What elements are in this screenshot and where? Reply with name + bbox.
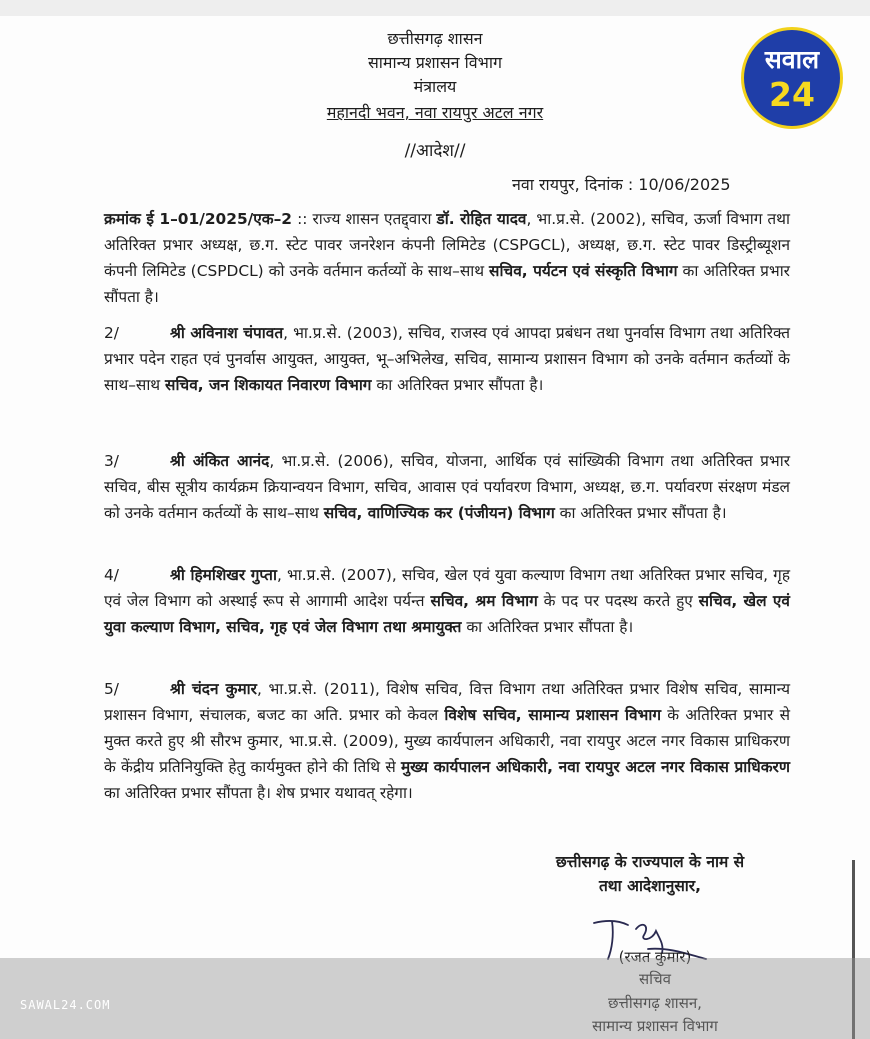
p4-text-f: का अतिरिक्त प्रभार सौंपता है। <box>461 618 634 636</box>
paragraph-1 <box>104 206 790 310</box>
p5-charge: मुख्य कार्यपालन अधिकारी, नवा रायपुर अटल नगर विकास प्राधिकरण <box>400 758 790 776</box>
p4-posting: सचिव, श्रम विभाग <box>430 592 538 610</box>
paragraph-5 <box>104 676 790 806</box>
sawal24-logo <box>741 27 843 129</box>
p2-charge: सचिव, जन शिकायत निवारण विभाग <box>165 376 372 394</box>
signatory-org-1: छत्तीसगढ़ शासन, <box>608 994 702 1012</box>
p5-text-b: , भा.प्र.से. (2011), विशेष सचिव, वित्त विभाग तथा अतिरिक्त प्रभार विशेष सचिव, सामान्य प्रशासन विभाग, संचालक, बजट का अति. प्रभार को केवल <box>104 680 790 724</box>
logo-text-1: सवाल <box>764 45 820 74</box>
paragraph-2 <box>104 320 790 398</box>
p1-text-b: :: राज्य शासन एतद्द्वारा <box>292 210 437 228</box>
top-border <box>0 0 870 16</box>
p3-number: 3/ <box>104 452 119 470</box>
p5-text-d: के अतिरिक्त प्रभार से मुक्त करते हुए श्री सौरभ कुमार, भा.प्र.से. (2009), मुख्य कार्यपालन अधिकारी, नवा रायपुर अटल नगर विकास प्राधिकरण के केंद्रीय प्रतिनियुक्ति हेतु कार्यमुक्त होने की तिथि से <box>104 706 790 776</box>
p2-text-d: का अतिरिक्त प्रभार सौंपता है। <box>371 376 544 394</box>
p3-text-b: , भा.प्र.से. (2006), सचिव, योजना, आर्थिक एवं सांख्यिकी विभाग तथा अतिरिक्त प्रभार सचिव, बीस सूत्रीय कार्यक्रम क्रियान्वयन विभाग, सचिव, आवास एवं पर्यावरण विभाग, अध्यक्ष, छ.ग. पर्यावरण संरक्षण मंडल को उनके वर्तमान कर्तव्यों के साथ–साथ <box>104 452 790 522</box>
p1-charge: सचिव, पर्यटन एवं संस्कृति विभाग <box>489 262 678 280</box>
header-state: छत्तीसगढ़ शासन <box>387 29 483 48</box>
p4-charge: सचिव, खेल एवं युवा कल्याण विभाग, सचिव, गृह एवं जेल विभाग तथा श्रमायुक्त <box>104 592 790 636</box>
order-title: //आदेश// <box>404 141 466 161</box>
p4-number: 4/ <box>104 566 119 584</box>
p4-text-d: के पद पर पदस्थ करते हुए <box>537 592 699 610</box>
closing-line-1: छत्तीसगढ़ के राज्यपाल के नाम से <box>555 853 745 871</box>
p5-relieved-charge: विशेष सचिव, सामान्य प्रशासन विभाग <box>444 706 662 724</box>
p1-officer-name: डॉ. रोहित यादव <box>436 210 527 228</box>
paragraph-4 <box>104 562 790 640</box>
logo-text-2: 24 <box>769 75 815 114</box>
p5-text-f: का अतिरिक्त प्रभार सौंपता है। शेष प्रभार यथावत् रहेगा। <box>104 784 413 802</box>
watermark-text: SAWAL24.COM <box>20 998 111 1012</box>
p1-text-d: , भा.प्र.से. (2002), सचिव, ऊर्जा विभाग तथा अतिरिक्त प्रभार अध्यक्ष, छ.ग. स्टेट पावर जनरेशन कंपनी लिमिटेड (CSPGCL), अध्यक्ष, छ.ग. स्टेट पावर डिस्ट्रीब्यूशन कंपनी लिमिटेड (CSPDCL) को उनके वर्तमान कर्तव्यों के साथ–साथ <box>104 210 790 280</box>
p5-officer-name: श्री चंदन कुमार <box>170 680 257 698</box>
signatory-designation: सचिव <box>639 970 671 988</box>
p3-officer-name: श्री अंकित आनंद <box>170 452 270 470</box>
signatory-org-2: सामान्य प्रशासन विभाग <box>592 1017 718 1035</box>
footer-overlay <box>0 958 870 1039</box>
date-line: नवा रायपुर, दिनांक : 10/06/2025 <box>512 175 731 194</box>
header-address: महानदी भवन, नवा रायपुर अटल नगर <box>326 103 544 122</box>
paragraph-3 <box>104 448 790 526</box>
p4-officer-name: श्री हिमशिखर गुप्ता <box>170 566 277 584</box>
signatory-name: (रजत कुमार) <box>618 948 692 966</box>
p2-number: 2/ <box>104 324 119 342</box>
header-department: सामान्य प्रशासन विभाग <box>367 53 503 72</box>
p3-charge: सचिव, वाणिज्यिक कर (पंजीयन) विभाग <box>323 504 555 522</box>
order-number: क्रमांक ई 1–01/2025/एक–2 <box>104 210 293 228</box>
p5-number: 5/ <box>104 680 119 698</box>
p3-text-d: का अतिरिक्त प्रभार सौंपता है। <box>554 504 727 522</box>
p1-text-f: का अतिरिक्त प्रभार सौंपता है। <box>104 262 790 306</box>
p4-text-b: , भा.प्र.से. (2007), सचिव, खेल एवं युवा कल्याण विभाग तथा अतिरिक्त प्रभार सचिव, गृह एवं जेल विभाग को अस्थाई रूप से आगामी आदेश पर्यन्त <box>104 566 790 610</box>
header-ministry: मंत्रालय <box>413 77 457 96</box>
p2-officer-name: श्री अविनाश चंपावत <box>170 324 284 342</box>
p2-text-b: , भा.प्र.से. (2003), सचिव, राजस्व एवं आपदा प्रबंधन तथा पुनर्वास विभाग तथा अतिरिक्त प्रभार पदेन राहत एवं पुनर्वास आयुक्त, आयुक्त, भू–अभिलेख, सचिव, सामान्य प्रशासन विभाग को उनके वर्तमान कर्तव्यों के साथ–साथ <box>104 324 791 394</box>
closing-line-2: तथा आदेशानुसार, <box>598 877 702 895</box>
